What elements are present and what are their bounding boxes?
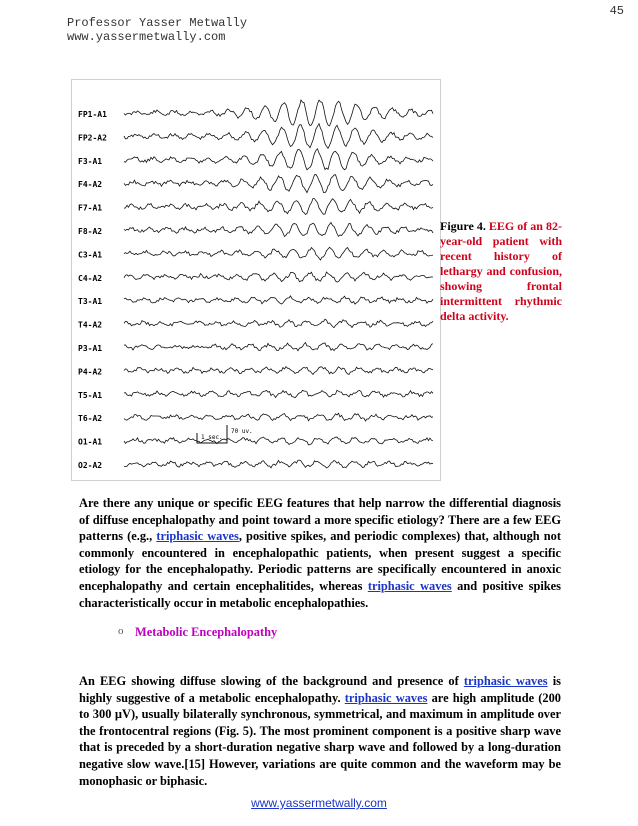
caption-label: Figure 4. (440, 219, 486, 233)
footer-site-link[interactable]: www.yassermetwally.com (251, 796, 387, 810)
eeg-trace (124, 319, 433, 328)
eeg-trace (124, 100, 433, 126)
eeg-trace (124, 367, 433, 375)
channel-label: C3-A1 (78, 250, 103, 260)
channel-label: F3-A1 (78, 156, 103, 166)
header-site: www.yassermetwally.com (67, 30, 226, 44)
para2-text-1: An EEG showing diffuse slowing of the background and presence of (79, 674, 464, 688)
channel-label: FP2-A2 (78, 133, 107, 143)
scale-time-label: 1 sec. (201, 434, 223, 441)
channel-label: P4-A2 (78, 367, 103, 377)
page-number: 45 (609, 4, 624, 18)
channel-label: O1-A1 (78, 437, 103, 447)
eeg-trace (124, 437, 433, 445)
scale-amp-label: 70 uv. (231, 428, 253, 435)
channel-label: F8-A2 (78, 227, 103, 236)
eeg-trace (124, 223, 433, 237)
eeg-trace (124, 198, 433, 214)
page-header (67, 16, 247, 44)
channel-label: F4-A2 (78, 180, 103, 190)
para1-text-3: and positive spikes characteristically occur in metabolic encephalopathies. (79, 578, 561, 610)
para1-text-2: , positive spikes, and periodic complexes) that, although not commonly encountered in encephalopathic patients, when present suggest a specific etiology for the encephalopathy. Periodic patterns are specifically encountered in anoxic encephalopathy and certain encephalitides, whereas (79, 529, 561, 593)
triphasic-waves-link[interactable]: triphasic waves (344, 690, 428, 705)
figure-caption (440, 219, 562, 324)
section-heading-text: Metabolic Encephalopathy (135, 625, 278, 639)
triphasic-waves-link[interactable]: triphasic waves (367, 578, 452, 593)
para2-text-3: are high amplitude (200 to 300 µV), usually bilaterally synchronous, symmetrical, and maximum in amplitude over the frontocentral regions (Fig. 5). The most prominent component is a positive sharp wave that is preceded by a short-duration negative sharp wave and followed by a long-duration negative slow wave.[15] However, variations are quite common and the waveform may be monophasic or biphasic. (79, 690, 561, 788)
para2-text-2: is highly suggestive of a metabolic encephalopathy. (79, 674, 561, 705)
channel-label: P3-A1 (78, 344, 103, 353)
eeg-trace (124, 390, 433, 398)
eeg-trace (124, 460, 433, 468)
channel-label: C4-A2 (78, 273, 103, 283)
triphasic-waves-link[interactable]: triphasic waves (463, 674, 548, 688)
eeg-trace (124, 343, 433, 351)
eeg-trace (124, 413, 433, 421)
eeg-tracing (72, 80, 440, 480)
eeg-figure (71, 79, 441, 481)
caption-text: EEG of an 82-year-old patient with recent history of lethargy and confusion, showing frontal intermittent rhythmic delta activity. (440, 219, 563, 323)
eeg-trace (124, 296, 433, 304)
channel-label: T5-A1 (78, 390, 103, 400)
paragraph-diagnosis (79, 495, 561, 611)
triphasic-waves-link[interactable]: triphasic waves (156, 529, 239, 544)
channel-label: T4-A2 (78, 320, 103, 330)
page-footer (0, 796, 638, 810)
channel-label: T3-A1 (78, 297, 103, 307)
eeg-trace (124, 272, 433, 282)
eeg-trace (124, 124, 433, 149)
bullet-marker: o (118, 625, 124, 637)
eeg-trace (124, 149, 433, 170)
channel-label: F7-A1 (78, 203, 103, 213)
channel-label: O2-A2 (78, 461, 103, 470)
header-author: Professor Yasser Metwally (67, 16, 248, 30)
paragraph-metabolic (79, 673, 561, 789)
eeg-trace (124, 247, 433, 260)
para1-text-1: Are there any unique or specific EEG features that help narrow the differential diagnosis of diffuse encephalopathy and point toward a more specific etiology? There are a few EEG patterns (e.g., (79, 496, 561, 544)
channel-label: T6-A2 (78, 414, 103, 424)
section-heading (118, 625, 278, 640)
channel-label: FP1-A1 (78, 110, 107, 119)
eeg-trace (124, 175, 433, 193)
